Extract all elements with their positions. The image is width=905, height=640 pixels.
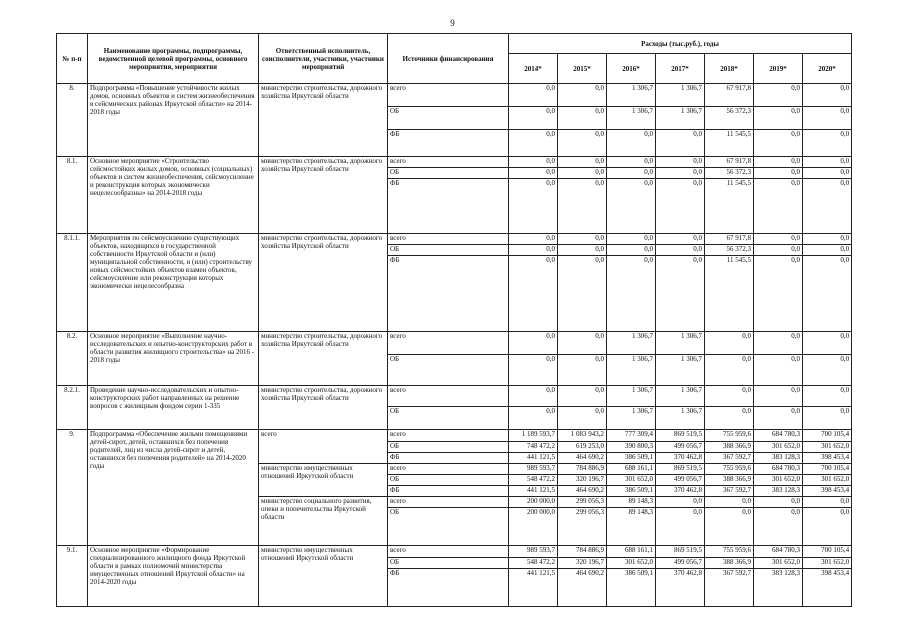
amount-cell: 0,0 (754, 508, 803, 546)
funding-source-cell: ОБ (388, 355, 509, 386)
amount-cell: 1 306,7 (607, 107, 656, 130)
table-row (57, 157, 852, 168)
amount-cell: 398 453,4 (803, 453, 852, 464)
amount-cell: 1 306,7 (607, 386, 656, 407)
amount-cell: 0,0 (803, 386, 852, 407)
amount-cell: 11 545,5 (705, 179, 754, 234)
funding-source-cell: всего (388, 84, 509, 107)
amount-cell: 0,0 (803, 497, 852, 508)
amount-cell: 0,0 (656, 130, 705, 157)
row-number: 8.2.1. (57, 386, 88, 430)
amount-cell: 0,0 (558, 355, 607, 386)
amount-cell: 200 000,0 (509, 497, 558, 508)
funding-source-cell: ОБ (388, 475, 509, 486)
amount-cell: 0,0 (754, 168, 803, 179)
amount-cell: 989 593,7 (509, 464, 558, 475)
funding-source-cell: ОБ (388, 107, 509, 130)
amount-cell: 67 917,8 (705, 157, 754, 168)
amount-cell: 748 472,2 (509, 442, 558, 453)
amount-cell: 0,0 (754, 130, 803, 157)
funding-source-cell: всего (388, 497, 509, 508)
amount-cell: 1 306,7 (656, 107, 705, 130)
executor-cell: министерство имущественных отношений Иркутской области (259, 546, 388, 607)
amount-cell: 0,0 (656, 157, 705, 168)
amount-cell: 67 917,8 (705, 84, 754, 107)
amount-cell: 0,0 (656, 245, 705, 256)
amount-cell: 56 372,3 (705, 107, 754, 130)
amount-cell: 441 121,5 (509, 569, 558, 607)
amount-cell: 0,0 (803, 179, 852, 234)
table-header (57, 34, 852, 84)
program-name: Основное мероприятие «Формирование специализированного жилищного фонда Иркутской области в рамках полномочий министерства имущественных отношений Иркутской области» на 2014-2020 годы (88, 546, 259, 607)
row-number: 8.1. (57, 157, 88, 234)
amount-cell: 383 128,3 (754, 486, 803, 497)
funding-source-cell: ФБ (388, 179, 509, 234)
program-name: Мероприятия по сейсмоусилению существующих объектов, находящихся в государственной собственности Иркутской области и (или) муниципальной собственности, и (или) строительству новых сейсмостойких объектов взамен объектов, сейсмоусиление или реконструкция которых экономически нецелесообразна (88, 234, 259, 332)
amount-cell: 0,0 (607, 179, 656, 234)
program-name: Подпрограмма «Обеспечение жильми помещениями детей-сирот, детей, оставшихся без попечения родителей, лиц из числа детей-сирот и детей, оставшихся без попечения родителей» на 2014-2020 годы (88, 430, 259, 546)
amount-cell: 0,0 (754, 386, 803, 407)
amount-cell: 200 000,0 (509, 508, 558, 546)
amount-cell: 548 472,2 (509, 558, 558, 569)
amount-cell: 619 253,0 (558, 442, 607, 453)
amount-cell: 0,0 (607, 245, 656, 256)
amount-cell: 0,0 (607, 130, 656, 157)
amount-cell: 784 886,9 (558, 464, 607, 475)
budget-table (56, 33, 852, 607)
amount-cell: 1 306,7 (656, 355, 705, 386)
table-row (57, 234, 852, 245)
program-name: Основное мероприятие «Выполнение научно-исследовательских и опытно-конструкторских работ в области развития жилищного строительства» на 2016 - 2018 годы (88, 332, 259, 386)
funding-source-cell: ФБ (388, 256, 509, 332)
funding-source-cell: ОБ (388, 558, 509, 569)
amount-cell: 0,0 (558, 256, 607, 332)
amount-cell: 0,0 (754, 497, 803, 508)
amount-cell: 386 509,1 (607, 569, 656, 607)
amount-cell: 0,0 (607, 168, 656, 179)
amount-cell: 56 372,3 (705, 168, 754, 179)
amount-cell: 0,0 (656, 497, 705, 508)
program-name: Основное мероприятие «Строительство сейсмостойких жилых домов, основных (социальных) объектов и систем жизнеобеспечения, сейсмоусиление и реконструкция которых экономически нецелесообразны» на 2014-2018 годы (88, 157, 259, 234)
amount-cell: 0,0 (558, 234, 607, 245)
amount-cell: 684 780,3 (754, 546, 803, 558)
amount-cell: 0,0 (656, 508, 705, 546)
row-number: 9. (57, 430, 88, 546)
amount-cell: 0,0 (558, 407, 607, 430)
amount-cell: 299 056,3 (558, 508, 607, 546)
amount-cell: 0,0 (705, 386, 754, 407)
amount-cell: 0,0 (509, 179, 558, 234)
amount-cell: 0,0 (558, 386, 607, 407)
amount-cell: 388 366,9 (705, 475, 754, 486)
amount-cell: 0,0 (558, 168, 607, 179)
amount-cell: 0,0 (803, 168, 852, 179)
amount-cell: 383 128,3 (754, 569, 803, 607)
amount-cell: 0,0 (607, 157, 656, 168)
amount-cell: 367 592,7 (705, 486, 754, 497)
table-row (57, 546, 852, 558)
amount-cell: 11 545,5 (705, 130, 754, 157)
amount-cell: 388 366,9 (705, 442, 754, 453)
amount-cell: 0,0 (754, 234, 803, 245)
header-year: 2014* (509, 54, 558, 84)
amount-cell: 301 652,0 (754, 558, 803, 569)
executor-cell: министерство социального развития, опеки и попечительства Иркутской области (259, 497, 388, 546)
amount-cell: 11 545,5 (705, 256, 754, 332)
amount-cell: 441 121,5 (509, 453, 558, 464)
amount-cell: 0,0 (803, 157, 852, 168)
amount-cell: 0,0 (803, 130, 852, 157)
funding-source-cell: ОБ (388, 407, 509, 430)
amount-cell: 0,0 (705, 332, 754, 355)
header-executor: Ответственный исполнитель, соисполнители, участники, участники мероприятий (259, 34, 388, 84)
amount-cell: 0,0 (656, 256, 705, 332)
amount-cell: 0,0 (754, 245, 803, 256)
row-number: 8. (57, 84, 88, 157)
amount-cell: 464 690,2 (558, 486, 607, 497)
amount-cell: 0,0 (558, 179, 607, 234)
amount-cell: 1 083 943,2 (558, 430, 607, 442)
executor-cell: министерство строительства, дорожного хозяйства Иркутской области (259, 157, 388, 234)
amount-cell: 0,0 (754, 407, 803, 430)
amount-cell: 1 306,7 (607, 332, 656, 355)
amount-cell: 700 105,4 (803, 464, 852, 475)
amount-cell: 0,0 (656, 179, 705, 234)
amount-cell: 1 306,7 (656, 84, 705, 107)
amount-cell: 0,0 (558, 130, 607, 157)
executor-cell: министерство строительства, дорожного хозяйства Иркутской области (259, 234, 388, 332)
amount-cell: 386 509,1 (607, 453, 656, 464)
amount-cell: 700 105,4 (803, 430, 852, 442)
amount-cell: 499 056,7 (656, 558, 705, 569)
amount-cell: 370 462,8 (656, 569, 705, 607)
amount-cell: 0,0 (803, 407, 852, 430)
funding-source-cell: ФБ (388, 569, 509, 607)
amount-cell: 0,0 (509, 157, 558, 168)
amount-cell: 0,0 (509, 332, 558, 355)
amount-cell: 0,0 (509, 234, 558, 245)
funding-source-cell: всего (388, 386, 509, 407)
amount-cell: 301 652,0 (754, 442, 803, 453)
amount-cell: 464 690,2 (558, 453, 607, 464)
amount-cell: 388 366,9 (705, 558, 754, 569)
funding-source-cell: ОБ (388, 245, 509, 256)
amount-cell: 441 121,5 (509, 486, 558, 497)
funding-source-cell: всего (388, 464, 509, 475)
amount-cell: 0,0 (558, 245, 607, 256)
funding-source-cell: всего (388, 157, 509, 168)
amount-cell: 0,0 (754, 332, 803, 355)
executor-cell: министерство имущественных отношений Иркутской области (259, 464, 388, 497)
amount-cell: 869 519,5 (656, 464, 705, 475)
amount-cell: 299 056,3 (558, 497, 607, 508)
amount-cell: 370 462,8 (656, 486, 705, 497)
amount-cell: 548 472,2 (509, 475, 558, 486)
table-row (57, 430, 852, 442)
header-year: 2016* (607, 54, 656, 84)
amount-cell: 89 148,3 (607, 508, 656, 546)
header-year: 2019* (754, 54, 803, 84)
funding-source-cell: всего (388, 546, 509, 558)
amount-cell: 499 056,7 (656, 442, 705, 453)
amount-cell: 367 592,7 (705, 453, 754, 464)
amount-cell: 0,0 (803, 355, 852, 386)
amount-cell: 390 800,3 (607, 442, 656, 453)
executor-cell: министерство строительства, дорожного хозяйства Иркутской области (259, 386, 388, 430)
amount-cell: 398 453,4 (803, 569, 852, 607)
amount-cell: 989 593,7 (509, 546, 558, 558)
amount-cell: 0,0 (607, 256, 656, 332)
funding-source-cell: ОБ (388, 168, 509, 179)
amount-cell: 320 196,7 (558, 558, 607, 569)
amount-cell: 0,0 (705, 497, 754, 508)
header-expenses: Расходы (тыс.руб.), годы (509, 34, 852, 54)
table-row (57, 84, 852, 107)
amount-cell: 0,0 (656, 168, 705, 179)
amount-cell: 499 056,7 (656, 475, 705, 486)
amount-cell: 301 652,0 (803, 442, 852, 453)
header-year: 2018* (705, 54, 754, 84)
amount-cell: 784 886,9 (558, 546, 607, 558)
amount-cell: 869 519,5 (656, 430, 705, 442)
amount-cell: 0,0 (558, 107, 607, 130)
header-year: 2020* (803, 54, 852, 84)
row-number: 8.1.1. (57, 234, 88, 332)
amount-cell: 1 306,7 (607, 84, 656, 107)
amount-cell: 301 652,0 (803, 475, 852, 486)
amount-cell: 0,0 (803, 84, 852, 107)
amount-cell: 0,0 (509, 107, 558, 130)
header-year: 2015* (558, 54, 607, 84)
row-number: 8.2. (57, 332, 88, 386)
amount-cell: 301 652,0 (754, 475, 803, 486)
table-row (57, 386, 852, 407)
header-year: 2017* (656, 54, 705, 84)
executor-cell: министерство строительства, дорожного хозяйства Иркутской области (259, 84, 388, 157)
amount-cell: 56 372,3 (705, 245, 754, 256)
funding-source-cell: ФБ (388, 486, 509, 497)
amount-cell: 0,0 (607, 234, 656, 245)
funding-source-cell: всего (388, 332, 509, 355)
row-number: 9.1. (57, 546, 88, 607)
amount-cell: 301 652,0 (607, 558, 656, 569)
amount-cell: 0,0 (754, 355, 803, 386)
header-name: Наименование программы, подпрограммы, ведомственной целевой программы, основного мероприятия, мероприятия (88, 34, 259, 84)
amount-cell: 89 148,3 (607, 497, 656, 508)
amount-cell: 0,0 (754, 256, 803, 332)
amount-cell: 0,0 (803, 107, 852, 130)
page-number: 9 (450, 18, 455, 28)
amount-cell: 398 453,4 (803, 486, 852, 497)
funding-source-cell: ОБ (388, 508, 509, 546)
amount-cell: 0,0 (803, 245, 852, 256)
amount-cell: 0,0 (803, 332, 852, 355)
funding-source-cell: ОБ (388, 442, 509, 453)
program-name: Подпрограмма «Повышение устойчивости жилых домов, основных объектов и систем жизнеобеспечения в сейсмических районах Иркутской области» на 2014-2018 годы (88, 84, 259, 157)
executor-cell: министерство строительства, дорожного хозяйства Иркутской области (259, 332, 388, 386)
amount-cell: 0,0 (803, 234, 852, 245)
amount-cell: 0,0 (803, 256, 852, 332)
funding-source-cell: всего (388, 430, 509, 442)
amount-cell: 0,0 (509, 386, 558, 407)
amount-cell: 0,0 (656, 234, 705, 245)
program-name: Проведение научно-исследовательских и опытно-конструкторских работ направленных на решение вопросов с жилищным фондом серии 1-335 (88, 386, 259, 430)
amount-cell: 1 306,7 (607, 355, 656, 386)
amount-cell: 0,0 (754, 107, 803, 130)
amount-cell: 755 959,6 (705, 546, 754, 558)
amount-cell: 755 959,6 (705, 464, 754, 475)
amount-cell: 0,0 (509, 245, 558, 256)
amount-cell: 869 519,5 (656, 546, 705, 558)
amount-cell: 301 652,0 (803, 558, 852, 569)
amount-cell: 1 189 593,7 (509, 430, 558, 442)
amount-cell: 777 309,4 (607, 430, 656, 442)
amount-cell: 464 690,2 (558, 569, 607, 607)
header-funding-source: Источники финансирования (388, 34, 509, 84)
amount-cell: 0,0 (705, 407, 754, 430)
amount-cell: 0,0 (803, 508, 852, 546)
amount-cell: 0,0 (509, 407, 558, 430)
amount-cell: 684 780,3 (754, 430, 803, 442)
amount-cell: 688 161,1 (607, 464, 656, 475)
amount-cell: 688 161,1 (607, 546, 656, 558)
executor-cell: всего (259, 430, 388, 464)
amount-cell: 755 959,6 (705, 430, 754, 442)
amount-cell: 0,0 (509, 130, 558, 157)
amount-cell: 370 462,8 (656, 453, 705, 464)
amount-cell: 301 652,0 (607, 475, 656, 486)
amount-cell: 0,0 (509, 168, 558, 179)
amount-cell: 0,0 (509, 256, 558, 332)
table-body (57, 84, 852, 607)
amount-cell: 367 592,7 (705, 569, 754, 607)
amount-cell: 0,0 (558, 332, 607, 355)
amount-cell: 0,0 (754, 157, 803, 168)
amount-cell: 386 509,1 (607, 486, 656, 497)
amount-cell: 0,0 (509, 355, 558, 386)
amount-cell: 0,0 (705, 508, 754, 546)
funding-source-cell: ФБ (388, 130, 509, 157)
amount-cell: 1 306,7 (656, 386, 705, 407)
amount-cell: 1 306,7 (607, 407, 656, 430)
amount-cell: 320 196,7 (558, 475, 607, 486)
amount-cell: 684 780,3 (754, 464, 803, 475)
amount-cell: 383 128,3 (754, 453, 803, 464)
amount-cell: 0,0 (754, 84, 803, 107)
amount-cell: 1 306,7 (656, 332, 705, 355)
funding-source-cell: ФБ (388, 453, 509, 464)
amount-cell: 1 306,7 (656, 407, 705, 430)
amount-cell: 0,0 (754, 179, 803, 234)
amount-cell: 0,0 (558, 157, 607, 168)
amount-cell: 0,0 (558, 84, 607, 107)
amount-cell: 0,0 (509, 84, 558, 107)
amount-cell: 0,0 (705, 355, 754, 386)
amount-cell: 700 105,4 (803, 546, 852, 558)
table-row (57, 332, 852, 355)
funding-source-cell: всего (388, 234, 509, 245)
amount-cell: 67 917,8 (705, 234, 754, 245)
header-number: № п-п (57, 34, 88, 84)
